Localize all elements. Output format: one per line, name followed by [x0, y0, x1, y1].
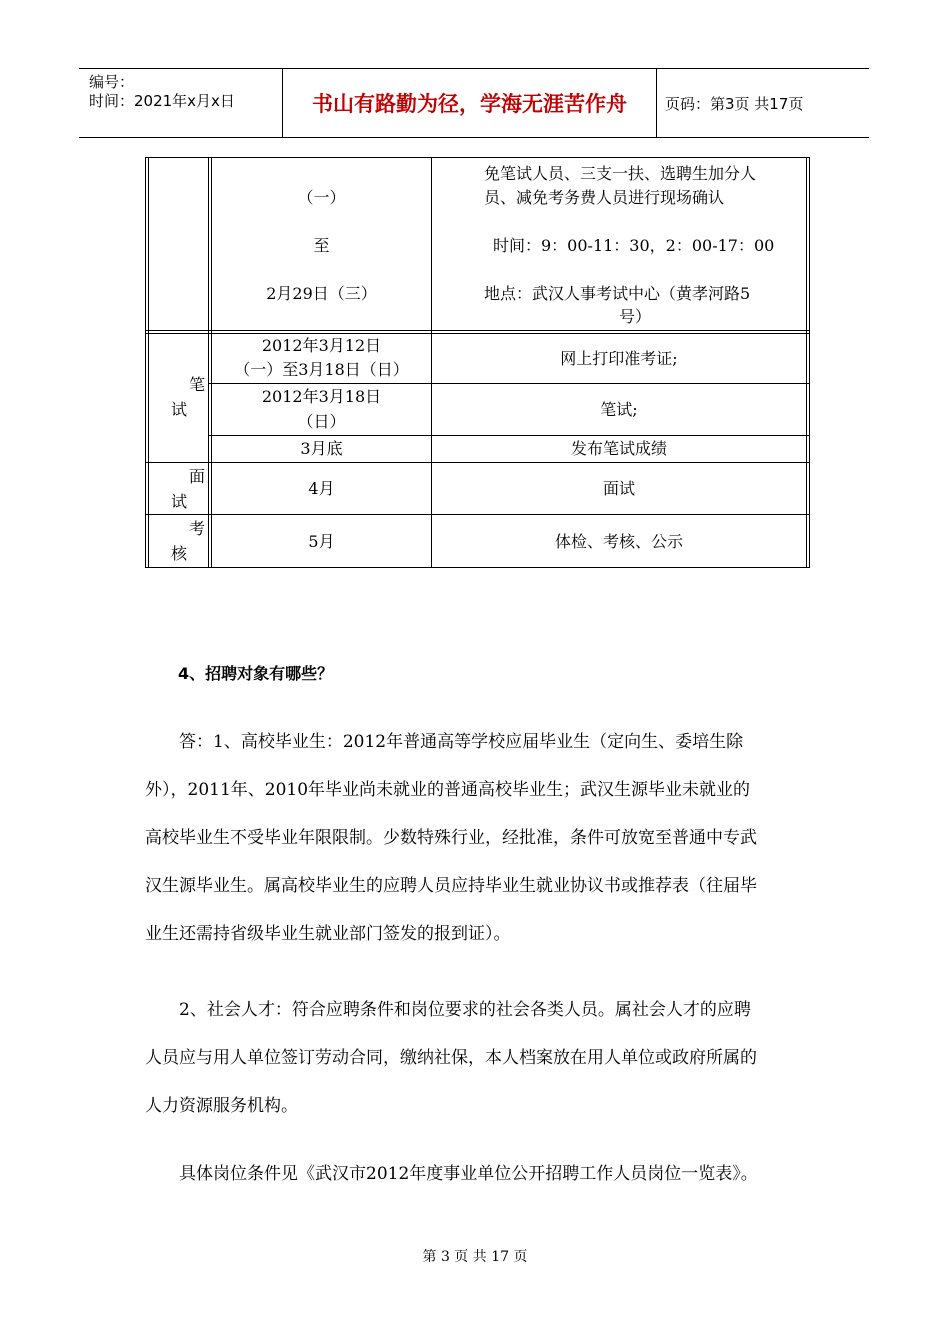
answer-1-line: 答：1、高校毕业生：2012年普通高等学校应届毕业生（定向生、委培生除: [179, 732, 744, 752]
assessment-stage-label-1: 考: [189, 519, 206, 538]
row0-content-line-3: 时间：9：00-11：30，2：00-17：00: [493, 236, 775, 255]
assessment-stage-label-2: 核: [171, 544, 188, 563]
interview-stage-label-1: 面: [189, 467, 206, 486]
written-stage-label-1: 笔: [189, 375, 206, 394]
time-label: 时间：2021年x月x日: [89, 92, 235, 110]
row0-date-line-1: （一）: [297, 188, 346, 207]
answer-1-line: 汉生源毕业生。属高校毕业生的应聘人员应持毕业生就业协议书或推荐表（往届毕: [145, 876, 757, 896]
page-header: [79, 68, 869, 138]
answer-1-line: 业生还需持省级毕业生就业部门签发的报到证）。: [145, 924, 511, 944]
written-row2-content: 笔试;: [600, 400, 638, 419]
answer-1-line: 高校毕业生不受毕业年限限制。少数特殊行业，经批准，条件可放宽至普通中专武: [145, 828, 757, 848]
written-row1-date-line-1: 2012年3月12日: [261, 336, 382, 355]
answer-2-paragraph: [145, 986, 810, 1130]
answer-2-line: 人力资源服务机构。: [145, 1096, 298, 1116]
interview-stage-label-2: 试: [171, 492, 188, 511]
written-row2-date-line-1: 2012年3月18日: [261, 387, 382, 406]
schedule-table: [145, 157, 810, 568]
written-row3-content: 发布笔试成绩: [570, 439, 667, 458]
header-page-info: 页码：第3页 共17页: [665, 95, 804, 113]
header-motto: 书山有路勤为径，学海无涯苦作舟: [282, 69, 657, 137]
row0-content-line-2: 员、减免考务费人员进行现场确认: [484, 188, 725, 207]
answer-2-line: 人员应与用人单位签订劳动合同，缴纳社保，本人档案放在用人单位或政府所属的: [145, 1048, 757, 1068]
written-row1-date-line-2: （一）至3月18日（日）: [234, 360, 409, 379]
assessment-content: 体检、考核、公示: [554, 532, 683, 551]
interview-content: 面试: [602, 479, 635, 498]
answer-1-line: 外），2011年、2010年毕业尚未就业的普通高校毕业生；武汉生源毕业未就业的: [145, 780, 751, 800]
row0-date-line-3: 2月29日（三）: [266, 284, 377, 303]
conclusion-paragraph: [145, 1150, 810, 1198]
answer-1-paragraph: [145, 718, 810, 958]
answer-2-line: 2、社会人才：符合应聘条件和岗位要求的社会各类人员。属社会人才的应聘: [179, 1000, 751, 1020]
question-heading: 4、招聘对象有哪些？: [178, 664, 334, 683]
written-stage-label-2: 试: [171, 400, 188, 419]
row0-content-line-1: 免笔试人员、三支一扶、选聘生加分人: [484, 164, 757, 183]
row0-content-line-4: 地点：武汉人事考试中心（黄孝河路5: [484, 284, 751, 303]
row0-date-line-2: 至: [313, 236, 330, 255]
written-row1-content: 网上打印准考证;: [560, 349, 678, 368]
page-footer: 第 3 页 共 17 页: [422, 1249, 528, 1265]
assessment-date: 5月: [308, 532, 335, 551]
written-row3-date: 3月底: [300, 439, 343, 458]
row0-content-line-5: 号）: [619, 307, 652, 326]
number-label: 编号：: [89, 73, 135, 91]
conclusion-text: 具体岗位条件见《武汉市2012年度事业单位公开招聘工作人员岗位一览表》。: [179, 1164, 758, 1184]
header-meta: [79, 69, 282, 137]
interview-date: 4月: [308, 479, 335, 498]
written-row2-date-line-2: （日）: [297, 412, 346, 431]
